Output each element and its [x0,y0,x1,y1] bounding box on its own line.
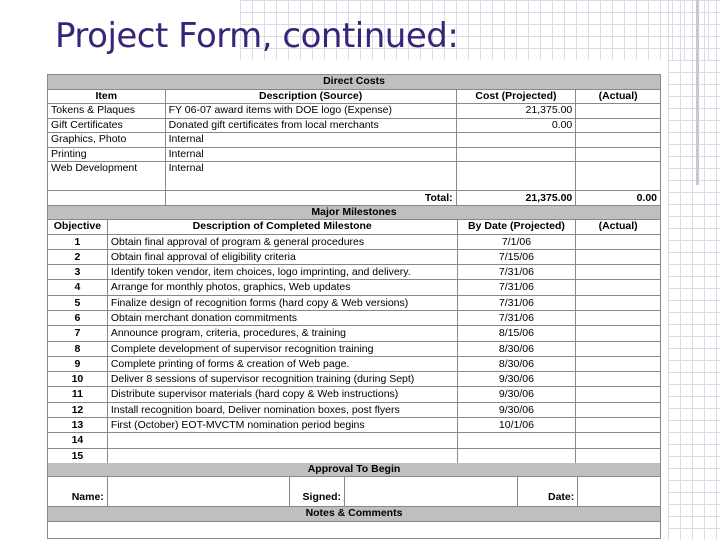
milestone-date [458,449,577,463]
milestone-objective: 1 [48,235,108,249]
direct-costs-column-headers [48,90,660,105]
col-item: Item [48,90,166,104]
milestone-date: 7/31/06 [458,311,577,325]
milestone-date: 7/1/06 [458,235,577,249]
milestone-objective: 4 [48,280,108,294]
col-objective: Objective [48,220,108,234]
milestone-row [48,311,660,326]
milestone-date: 10/1/06 [458,418,577,432]
name-label: Name: [48,477,108,506]
slide-title: Project Form, continued: [55,16,459,56]
milestone-date: 7/31/06 [458,280,577,294]
milestone-row [48,433,660,448]
milestone-objective: 8 [48,342,108,356]
cost-projected: 21,375.00 [457,104,577,118]
milestone-description [108,449,458,463]
cost-description: Donated gift certificates from local merchants [166,119,457,133]
col-milestone-description: Description of Completed Milestone [108,220,458,234]
total-row [48,191,660,206]
milestone-objective: 15 [48,449,108,463]
cost-actual [576,133,660,147]
milestone-description [108,433,458,447]
direct-costs-header: Direct Costs [48,75,660,89]
milestone-actual [576,418,660,432]
milestone-actual [576,250,660,264]
milestone-description: Complete printing of forms & creation of Web page. [108,357,458,371]
milestone-objective: 5 [48,296,108,310]
milestone-objective: 3 [48,265,108,279]
cost-item: Graphics, Photo [48,133,166,147]
cost-item: Gift Certificates [48,119,166,133]
total-projected: 21,375.00 [457,191,577,205]
milestone-description: Obtain merchant donation commitments [108,311,458,325]
milestone-date: 7/31/06 [458,265,577,279]
milestone-row [48,418,660,433]
milestone-row [48,372,660,387]
approval-header: Approval To Begin [48,463,660,477]
milestone-description: Obtain final approval of program & general procedures [108,235,458,249]
cost-row [48,104,660,119]
col-actual: (Actual) [598,89,638,102]
milestones-column-headers [48,220,660,235]
cost-row [48,133,660,148]
project-form-sheet [47,74,661,539]
milestone-row [48,449,660,463]
cost-actual [576,162,660,176]
cost-description: FY 06-07 award items with DOE logo (Expense) [166,104,457,118]
name-field[interactable] [108,477,290,506]
cost-projected [457,162,577,176]
milestone-date: 8/30/06 [458,357,577,371]
milestone-date: 9/30/06 [458,403,577,417]
milestone-objective: 13 [48,418,108,432]
milestone-objective: 11 [48,387,108,401]
milestone-row [48,326,660,341]
milestone-row [48,342,660,357]
milestone-objective: 12 [48,403,108,417]
milestone-row [48,296,660,311]
milestone-description: Arrange for monthly photos, graphics, Web updates [108,280,458,294]
milestone-actual [576,433,660,447]
milestone-row [48,265,660,280]
cost-item: Web Development [48,162,166,176]
background-grid-side [668,0,720,540]
milestone-description: Identify token vendor, item choices, logo imprinting, and delivery. [108,265,458,279]
notes-field[interactable] [48,522,660,538]
cost-description: Internal [166,162,457,176]
cost-description: Internal [166,148,457,162]
cost-item: Printing [48,148,166,162]
milestone-description: Distribute supervisor materials (hard copy & Web instructions) [108,387,458,401]
cost-row [48,162,660,176]
approval-row [48,477,660,507]
cost-actual [576,104,660,118]
total-label: Total: [166,191,457,205]
cost-projected: 0.00 [457,119,577,133]
milestone-description: Obtain final approval of eligibility criteria [108,250,458,264]
milestone-description: Finalize design of recognition forms (hard copy & Web versions) [108,296,458,310]
milestone-description: First (October) EOT-MVCTM nomination period begins [108,418,458,432]
cost-projected [457,148,577,162]
cost-actual [576,148,660,162]
date-field[interactable] [578,477,660,506]
milestone-date [458,433,577,447]
milestone-date: 7/31/06 [458,296,577,310]
milestone-date: 8/30/06 [458,342,577,356]
milestone-objective: 6 [48,311,108,325]
milestone-row [48,280,660,295]
cost-item: Tokens & Plaques [48,104,166,118]
total-actual: 0.00 [636,191,657,204]
milestone-row [48,403,660,418]
milestone-actual [576,311,660,325]
milestone-date: 7/15/06 [458,250,577,264]
milestone-description: Announce program, criteria, procedures, & training [108,326,458,340]
milestone-objective: 9 [48,357,108,371]
date-label: Date: [518,477,578,506]
col-by-date: By Date (Projected) [458,220,577,234]
col-milestone-actual: (Actual) [598,220,638,232]
milestones-header: Major Milestones [48,206,660,220]
notes-header: Notes & Comments [48,507,660,521]
milestone-actual [576,449,660,463]
milestone-date: 9/30/06 [458,387,577,401]
milestone-actual [576,235,660,249]
milestone-actual [576,280,660,294]
milestone-actual [576,296,660,310]
milestone-actual [576,326,660,340]
milestone-actual [576,342,660,356]
blank-row [48,176,660,191]
milestone-actual [576,372,660,386]
milestone-actual [576,387,660,401]
cost-row [48,119,660,134]
milestone-row [48,357,660,372]
cost-actual [576,119,660,133]
milestone-row [48,235,660,250]
col-description: Description (Source) [166,90,457,104]
milestone-date: 9/30/06 [458,372,577,386]
cost-row [48,148,660,163]
milestone-description: Complete development of supervisor recognition training [108,342,458,356]
milestone-objective: 7 [48,326,108,340]
signature-field[interactable] [345,477,518,506]
signed-label: Signed: [290,477,345,506]
milestone-actual [576,403,660,417]
milestone-row [48,387,660,402]
milestone-objective: 14 [48,433,108,447]
col-cost-projected: Cost (Projected) [457,90,577,104]
milestone-row [48,250,660,265]
milestone-date: 8/15/06 [458,326,577,340]
milestone-description: Install recognition board, Deliver nomination boxes, post flyers [108,403,458,417]
milestone-description: Deliver 8 sessions of supervisor recognition training (during Sept) [108,372,458,386]
cost-description: Internal [166,133,457,147]
milestone-actual [576,265,660,279]
cost-projected [457,133,577,147]
milestone-actual [576,357,660,371]
milestone-objective: 10 [48,372,108,386]
milestone-objective: 2 [48,250,108,264]
decorative-bar [696,0,699,185]
